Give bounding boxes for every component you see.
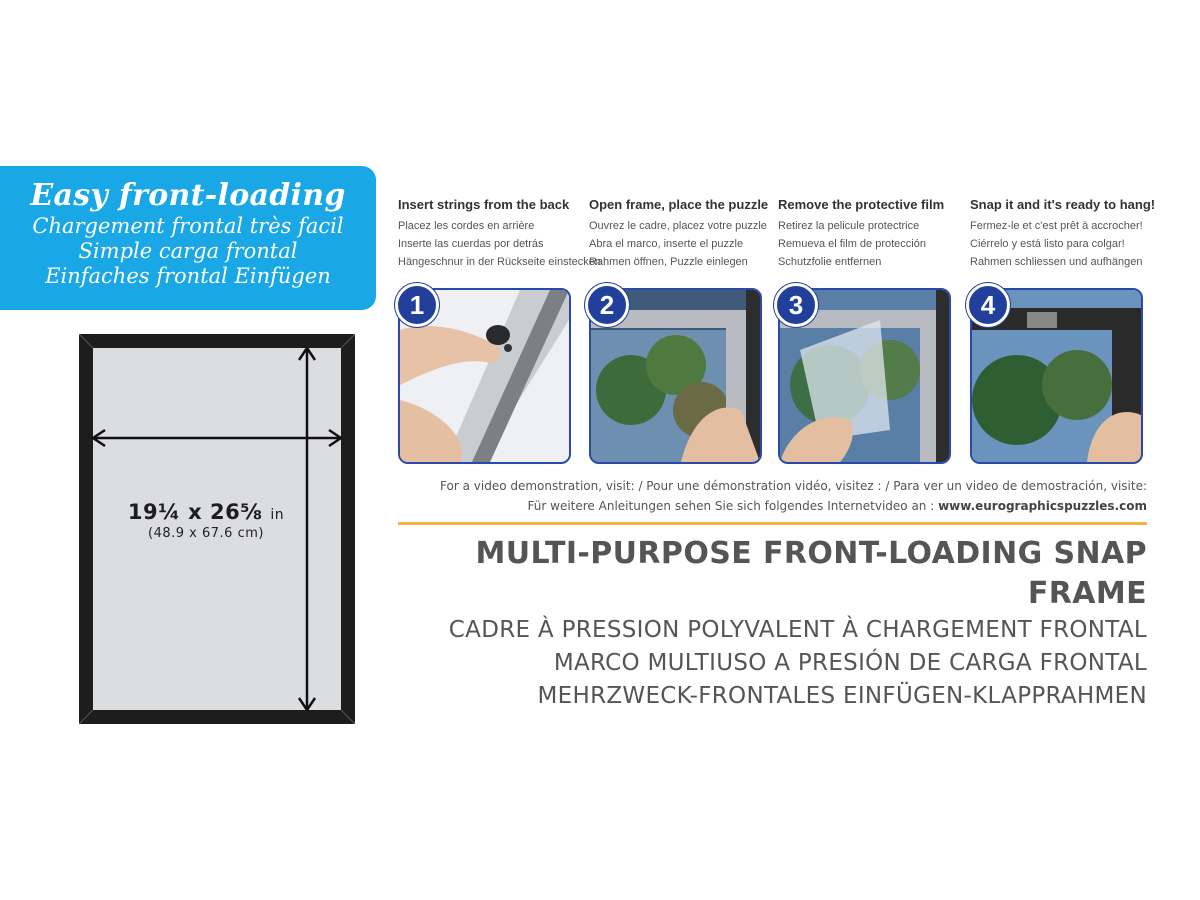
step-1-line-fr: Placez les cordes en arrière — [398, 220, 535, 232]
step-2-text — [589, 197, 774, 271]
step-3-title: Remove the protective film — [778, 197, 945, 212]
step-2-line-de: Rahmen öffnen, Puzzle einlegen — [589, 256, 748, 268]
step-1-line-de: Hängeschnur in der Rückseite einstecken — [398, 256, 602, 268]
title-fr: CADRE À PRESSION POLYVALENT À CHARGEMENT FRONTAL — [448, 617, 1147, 643]
step-3-text — [778, 197, 963, 271]
step-1-line-es: Inserte las cuerdas por detrás — [398, 238, 544, 250]
video-line-1: For a video demonstration, visit: / Pour une démonstration vidéo, visitez : / Para ver un video de demostración, visite: — [440, 479, 1147, 493]
step-4-text — [970, 197, 1155, 271]
step-4-line-de: Rahmen schliessen und aufhängen — [970, 256, 1143, 268]
orange-divider — [398, 522, 1147, 525]
product-titles — [398, 534, 1147, 713]
banner-line-de: Einfaches frontal Einfügen — [45, 264, 331, 288]
step-4-badge: 4 — [966, 283, 1010, 327]
dimension-cm: (48.9 x 67.6 cm) — [148, 526, 264, 541]
step-2-badge: 2 — [585, 283, 629, 327]
step-4-line-es: Ciérrelo y está listo para colgar! — [970, 238, 1125, 250]
title-es: MARCO MULTIUSO A PRESIÓN DE CARGA FRONTAL — [553, 650, 1147, 676]
step-4-line-fr: Fermez-le et c'est prêt à accrocher! — [970, 220, 1143, 232]
video-line-2: Für weitere Anleitungen sehen Sie sich folgendes Internetvideo an : www.eurographicspuzzles.com — [527, 499, 1147, 513]
dimension-inches: 19¼ x 26⅝ in — [127, 500, 285, 524]
banner-line-fr: Chargement frontal très facil — [32, 214, 344, 238]
banner-title: Easy front-loading — [30, 178, 346, 213]
banner-line-es: Simple carga frontal — [78, 239, 298, 263]
step-3-line-fr: Retirez la pelicule protectrice — [778, 220, 920, 232]
title-main: MULTI-PURPOSE FRONT-LOADING SNAP FRAME — [475, 536, 1147, 611]
step-3-line-de: Schutzfolie entfernen — [778, 256, 882, 268]
step-3-badge: 3 — [774, 283, 818, 327]
step-3-line-es: Remueva el film de protección — [778, 238, 926, 250]
video-demonstration-text — [398, 476, 1147, 516]
step-2-title: Open frame, place the puzzle — [589, 197, 769, 212]
video-url[interactable]: www.eurographicspuzzles.com — [938, 499, 1147, 513]
step-1-badge: 1 — [395, 283, 439, 327]
title-de: MEHRZWECK-FRONTALES EINFÜGEN-KLAPPRAHMEN — [537, 683, 1147, 709]
step-1-title: Insert strings from the back — [398, 197, 570, 212]
front-loading-banner — [0, 166, 376, 310]
step-2-line-fr: Ouvrez le cadre, placez votre puzzle — [589, 220, 767, 232]
step-1-text — [398, 197, 602, 271]
step-2-line-es: Abra el marco, inserte el puzzle — [589, 238, 744, 250]
dimension-label — [96, 500, 316, 541]
step-4-title: Snap it and it's ready to hang! — [970, 197, 1156, 212]
